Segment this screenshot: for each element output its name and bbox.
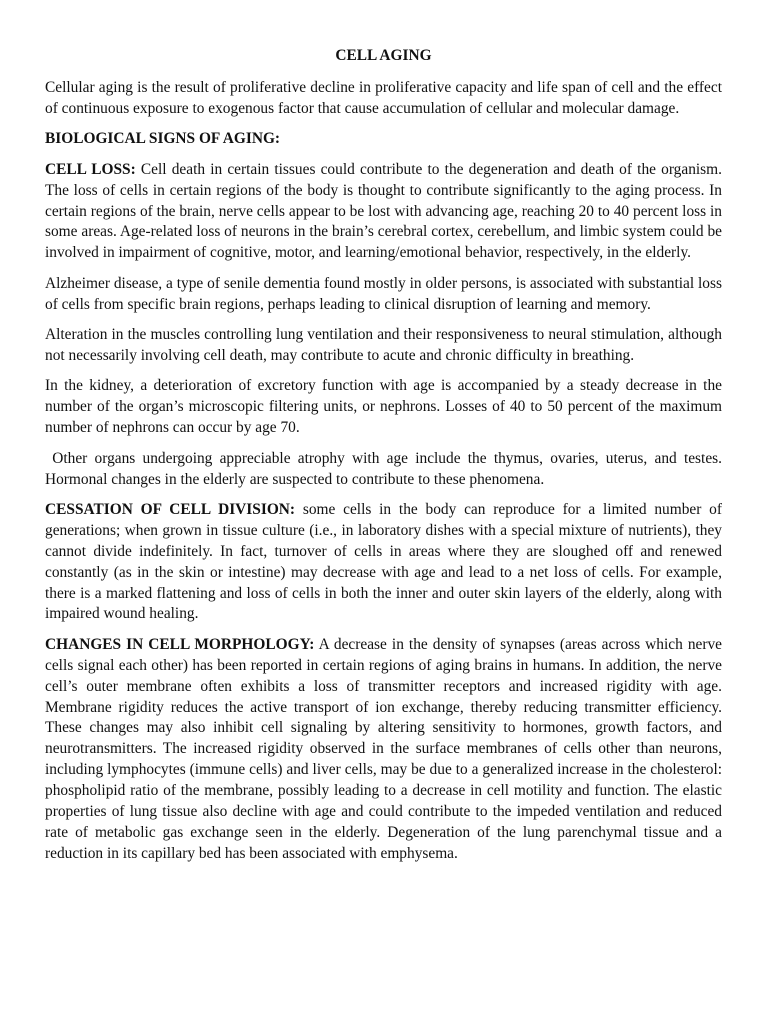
morphology-heading: CHANGES IN CELL MORPHOLOGY: <box>45 635 315 653</box>
cell-loss-heading: CELL LOSS: <box>45 160 136 178</box>
cell-loss-paragraph <box>45 160 722 265</box>
document-title: CELL AGING <box>335 47 432 64</box>
cessation-text: some cells in the body can reproduce for a limited number of generations; when grown in tissue culture (i.e., in laboratory dishes with a special mixture of nutrients), they cannot divide indefinitely. In fact, turnover of cells in areas where they are sloughed off and renewed constantly (as in the skin or intestine) may decrease with age and lead to a net loss of cells. For example, there is a marked flattening and loss of cells in both the inner and outer skin layers of the elderly, along with impaired wound healing. <box>45 500 722 623</box>
morphology-text: A decrease in the density of synapses (areas across which nerve cells signal each other) has been reported in certain regions of aging brains in humans. In addition, the nerve cell’s outer membrane often exhibits a loss of transmitter receptors and increased rigidity with age. Membrane rigidity reduces the active transport of ion exchange, thereby reducing transmitter efficiency. These changes may also inhibit cell signaling by altering sensitivity to hormones, growth factors, and neurotransmitters. The increased rigidity observed in the surface membranes of cells other than neurons, including lymphocytes (immune cells) and liver cells, may be due to a generalized increase in the cholesterol: phospholipid ratio of the membrane, possibly leading to a decrease in cell motility and function. The elastic properties of lung tissue also decline with age and could contribute to the impeded ventilation and reduced rate of metabolic gas exchange seen in the elderly. Degeneration of the lung parenchymal tissue and a reduction in its capillary bed has been associated with emphysema. <box>45 635 723 862</box>
cell-loss-text: Cell death in certain tissues could contribute to the degeneration and death of the organism. The loss of cells in certain regions of the body is thought to contribute significantly to the aging process. In certain regions of the brain, nerve cells appear to be lost with advancing age, reaching 20 to 40 percent loss in some areas. Age-related loss of neurons in the brain’s cerebral cortex, cerebellum, and limbic system could be involved in impairment of cognitive, motor, and learning/emotional behavior, respectively, in the elderly. <box>45 160 722 262</box>
cessation-heading: CESSATION OF CELL DIVISION: <box>45 500 296 518</box>
lung-paragraph: Alteration in the muscles controlling lung ventilation and their responsiveness to neural stimulation, although not necessarily involving cell death, may contribute to acute and chronic difficulty in breathing. <box>45 326 722 364</box>
document-page <box>45 44 726 874</box>
alzheimer-paragraph: Alzheimer disease, a type of senile dementia found mostly in older persons, is associated with substantial loss of cells from specific brain regions, perhaps leading to clinical disruption of learning and memory. <box>45 274 722 313</box>
morphology-paragraph <box>45 635 722 865</box>
kidney-paragraph: In the kidney, a deterioration of excretory function with age is accompanied by a steady decrease in the number of the organ’s microscopic filtering units, or nephrons. Losses of 40 to 50 percent of the maximum number of nephrons can occur by age 70. <box>45 377 722 437</box>
intro-paragraph: Cellular aging is the result of proliferative decline in proliferative capacity and life span of cell and the effect of continuous exposure to exogenous factor that cause accumulation of cellular and molecular damage. <box>45 79 722 117</box>
cessation-paragraph <box>45 500 722 625</box>
atrophy-paragraph: Other organs undergoing appreciable atrophy with age include the thymus, ovaries, uterus, and testes. Hormonal changes in the elderly are suspected to contribute to these phenomena. <box>45 449 726 488</box>
section-heading: BIOLOGICAL SIGNS OF AGING: <box>45 130 281 148</box>
